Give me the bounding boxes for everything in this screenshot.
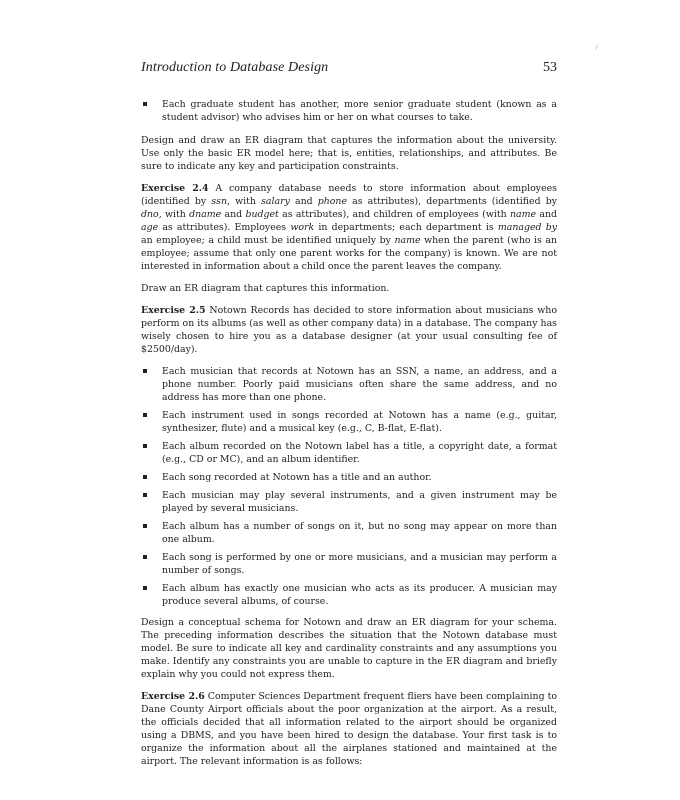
text-run: when the parent (who is an employee; assume that only one parent works for the company) is known. We are not interested in information about a child once the parent leaves the company. bbox=[141, 235, 558, 272]
italic-term: phone bbox=[317, 196, 348, 207]
exercise-2-4-task: Draw an ER diagram that captures this information. bbox=[141, 283, 390, 294]
bullet-text: Each musician may play several instruments, and a given instrument may be played by several musicians. bbox=[162, 490, 557, 514]
bullet-marker bbox=[143, 586, 147, 590]
bullet-text: Each graduate student has another, more senior graduate student (known as a student advisor) who advises him or her on what courses to take. bbox=[162, 99, 557, 123]
italic-term: name bbox=[394, 235, 421, 246]
page-body bbox=[141, 98, 557, 777]
italic-term: name bbox=[509, 209, 537, 220]
bullet-item bbox=[141, 471, 557, 484]
exercise-2-4-body bbox=[141, 183, 557, 272]
italic-term: budget bbox=[245, 209, 279, 220]
exercise-2-5-closing: Design a conceptual schema for Notown and draw an ER diagram for your schema. The preceding information describes the situation that the Notown database must model. Be sure to indicate all key and cardinality constraints and any assumptions you make. Identify any constraints you are unable to capture in the ER diagram and briefly explain why you could not express them. bbox=[141, 617, 557, 680]
top-bullet-list bbox=[141, 98, 557, 124]
bullet-marker bbox=[143, 475, 147, 479]
bullet-marker bbox=[143, 555, 147, 559]
bullet-item bbox=[141, 489, 557, 515]
bullet-item bbox=[141, 365, 557, 404]
italic-term: age bbox=[141, 222, 159, 233]
text-run: as attributes). Employees bbox=[158, 222, 291, 233]
running-title: Introduction to Database Design bbox=[141, 60, 329, 75]
italic-term: salary bbox=[261, 196, 290, 207]
text-run: , with bbox=[227, 196, 262, 207]
bullet-text: Each album has a number of songs on it, but no song may appear on more than one album. bbox=[162, 521, 557, 545]
italic-term: work bbox=[290, 222, 315, 233]
page-header bbox=[141, 60, 557, 80]
bullet-marker bbox=[143, 102, 147, 106]
text-run: as attributes), and children of employees (with bbox=[278, 209, 510, 220]
exercise-2-5-bullet-list bbox=[141, 365, 557, 608]
text-run: in departments; each department is bbox=[314, 222, 498, 233]
exercise-title: Exercise 2.5 bbox=[141, 305, 206, 316]
italic-term: dname bbox=[189, 209, 222, 220]
exercise-title: Exercise 2.4 bbox=[141, 183, 209, 194]
bullet-item bbox=[141, 520, 557, 546]
bullet-item bbox=[141, 440, 557, 466]
bullet-marker bbox=[143, 444, 147, 448]
bullet-text: Each song is performed by one or more musicians, and a musician may perform a number of songs. bbox=[162, 552, 557, 576]
bullet-item bbox=[141, 582, 557, 608]
exercise-title: Exercise 2.6 bbox=[141, 691, 205, 702]
bullet-marker bbox=[143, 493, 147, 497]
exercise-2-6-intro: Computer Sciences Department frequent fliers have been complaining to Dane County Airport officials about the poor organization at the airport. As a result, the officials decided that all information related to the airport should be organized using a DBMS, and you have been hired to design the database. Your first task is to organize the information about all the airplanes stationed and maintained at the airport. The relevant information is as follows: bbox=[141, 691, 558, 767]
bullet-item bbox=[141, 409, 557, 435]
bullet-marker bbox=[143, 369, 147, 373]
text-run: , with bbox=[158, 209, 190, 220]
exercise-2-4 bbox=[141, 182, 557, 273]
text-run: and bbox=[221, 209, 246, 220]
exercise-2-5 bbox=[141, 304, 557, 356]
bullet-marker bbox=[143, 524, 147, 528]
design-paragraph: Design and draw an ER diagram that captures the information about the university. Use only the basic ER model here; that is, entities, relationships, and attributes. Be sure to indicate any key and participation constraints. bbox=[141, 135, 557, 172]
exercise-2-5-intro: Notown Records has decided to store information about musicians who perform on its albums (as well as other company data) in a database. The company has wisely chosen to hire you as a database designer (at your usual consulting fee of $2500/day). bbox=[141, 305, 557, 355]
text-run: and bbox=[536, 209, 558, 220]
scan-mark bbox=[595, 44, 598, 50]
text-run: an employee; a child must be identified uniquely by bbox=[141, 235, 395, 246]
bullet-text: Each musician that records at Notown has an SSN, a name, an address, and a phone number. Poorly paid musicians often share the same address, and no address has more than one phone. bbox=[162, 366, 557, 403]
bullet-marker bbox=[143, 413, 147, 417]
italic-term: managed by bbox=[497, 222, 558, 233]
page-number: 53 bbox=[543, 60, 557, 75]
text-run: and bbox=[289, 196, 318, 207]
bullet-text: Each song recorded at Notown has a title and an author. bbox=[162, 472, 432, 483]
text-run: as attributes), departments (identified by bbox=[347, 196, 557, 207]
italic-term: ssn bbox=[211, 196, 228, 207]
bullet-item bbox=[141, 551, 557, 577]
bullet-text: Each instrument used in songs recorded at Notown has a name (e.g., guitar, synthesizer, flute) and a musical key (e.g., C, B-flat, E-flat). bbox=[162, 410, 557, 434]
text-run: A company database needs to store information about employees (identified by bbox=[141, 183, 557, 207]
bullet-text: Each album has exactly one musician who acts as its producer. A musician may produce several albums, of course. bbox=[162, 583, 557, 607]
bullet-text: Each album recorded on the Notown label has a title, a copyright date, a format (e.g., CD or MC), and an album identifier. bbox=[162, 441, 557, 465]
exercise-2-6 bbox=[141, 690, 557, 768]
italic-term: dno bbox=[141, 209, 159, 220]
bullet-item bbox=[141, 98, 557, 124]
